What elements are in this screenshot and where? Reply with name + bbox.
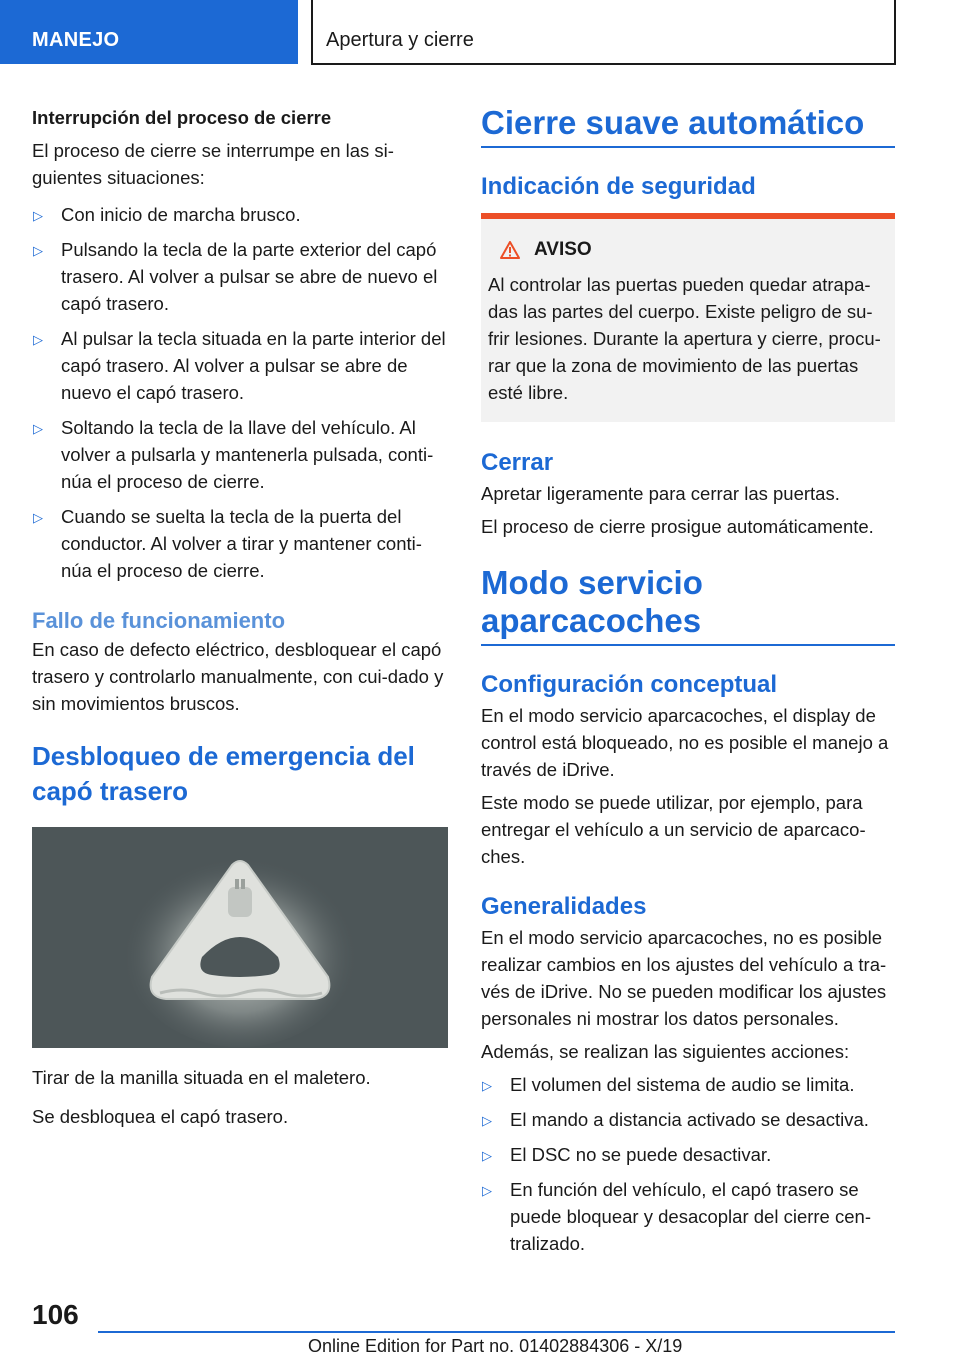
warning-text: Al controlar las puertas pueden quedar atrapa-das las partes del cuerpo. Existe peligro de su-frir lesiones. Durante la apertura y cierre, procu-rar que la zona de movimiento de las puertas esté libre. [488, 274, 881, 403]
list-item: ▷ Al pulsar la tecla situada en la parte interior del capó trasero. Al volver a pulsar se abre de nuevo el capó trasero. [33, 328, 446, 403]
triangle-right-icon: ▷ [33, 243, 43, 258]
chapter-header [311, 0, 896, 65]
list-item: ▷ En función del vehículo, el capó trasero se puede bloquear y desacoplar del cierre cen-tralizado. [482, 1179, 871, 1254]
emergency-heading: Desbloqueo de emergencia del capó trasero [32, 741, 415, 806]
figure-caption-1: Tirar de la manilla situada en el maletero. [32, 1067, 371, 1088]
concept-heading: Configuración conceptual [481, 671, 778, 698]
list-item: ▷ Cuando se suelta la tecla de la puerta del conductor. Al volver a tirar y mantener conti-núa el proceso de cierre. [33, 506, 422, 581]
general-text-1: En el modo servicio aparcacoches, no es posible realizar cambios en los ajustes del vehículo a tra-vés de iDrive. No se pueden modificar los ajustes personales ni mostrar los datos personales. [481, 927, 887, 1029]
close-heading: Cerrar [481, 449, 554, 476]
figure-caption-2: Se desbloquea el capó trasero. [32, 1106, 289, 1127]
list-item: ▷ Soltando la tecla de la llave del vehículo. Al volver a pulsarla y mantenerla pulsada, conti-núa el proceso de cierre. [33, 417, 434, 492]
general-text-2: Además, se realizan las siguientes acciones: [481, 1041, 850, 1062]
concept-text-2: Este modo se puede utilizar, por ejemplo, para entregar el vehículo a un servicio de aparcaco-ches. [481, 792, 866, 867]
triangle-right-icon: ▷ [482, 1183, 492, 1198]
page-number: 106 [32, 1299, 79, 1330]
list-item: ▷ Con inicio de marcha brusco. [32, 201, 448, 228]
valet-title: Modo servicio aparcacoches [481, 564, 703, 639]
warning-triangle-icon [500, 241, 520, 259]
triangle-right-icon: ▷ [482, 1078, 492, 1093]
close-text-2: El proceso de cierre prosigue automáticamente. [481, 516, 874, 537]
right-column [481, 104, 895, 1265]
warning-box [481, 213, 895, 422]
general-list [481, 1071, 895, 1257]
triangle-right-icon: ▷ [33, 332, 43, 347]
chapter-title: Apertura y cierre [326, 29, 474, 51]
safety-heading: Indicación de seguridad [481, 173, 756, 200]
section-tab[interactable] [0, 0, 298, 64]
list-item: ▷ El volumen del sistema de audio se limita. [481, 1071, 895, 1098]
triangle-right-icon: ▷ [33, 510, 43, 525]
triangle-right-icon: ▷ [33, 208, 43, 223]
title-rule [481, 146, 895, 148]
triangle-right-icon: ▷ [482, 1113, 492, 1128]
list-item: ▷ El DSC no se puede desactivar. [481, 1141, 895, 1168]
interrupt-heading: Interrupción del proceso de cierre [32, 107, 332, 128]
concept-text-1: En el modo servicio aparcacoches, el display de control está bloqueado, no es posible el manejo a través de iDrive. [481, 705, 889, 780]
warning-title [488, 239, 887, 261]
interrupt-intro: El proceso de cierre se interrumpe en las si-guientes situaciones: [32, 140, 394, 188]
interrupt-list [32, 201, 448, 584]
triangle-right-icon: ▷ [482, 1148, 492, 1163]
triangle-right-icon: ▷ [33, 421, 43, 436]
list-item: ▷ El mando a distancia activado se desactiva. [481, 1106, 895, 1133]
left-column [32, 104, 448, 1130]
malfunction-text: En caso de defecto eléctrico, desbloquear el capó trasero y controlarlo manualmente, con cui-dado y sin movimientos bruscos. [32, 639, 444, 714]
general-heading: Generalidades [481, 893, 647, 920]
edition-note: Online Edition for Part no. 01402884306 - X/19 [308, 1336, 683, 1356]
list-item: ▷ Pulsando la tecla de la parte exterior del capó trasero. Al volver a pulsar se abre de nuevo el capó trasero. [33, 239, 438, 314]
soft-close-title: Cierre suave automático [481, 104, 865, 141]
emergency-handle-icon [32, 827, 448, 1048]
trunk-release-handle-image [32, 827, 448, 1048]
malfunction-heading: Fallo de funcionamiento [32, 608, 286, 633]
title-rule [481, 644, 895, 646]
close-text-1: Apretar ligeramente para cerrar las puertas. [481, 483, 840, 504]
section-title: MANEJO [32, 29, 120, 51]
footer-rule [98, 1331, 895, 1333]
warning-label: AVISO [534, 239, 592, 260]
